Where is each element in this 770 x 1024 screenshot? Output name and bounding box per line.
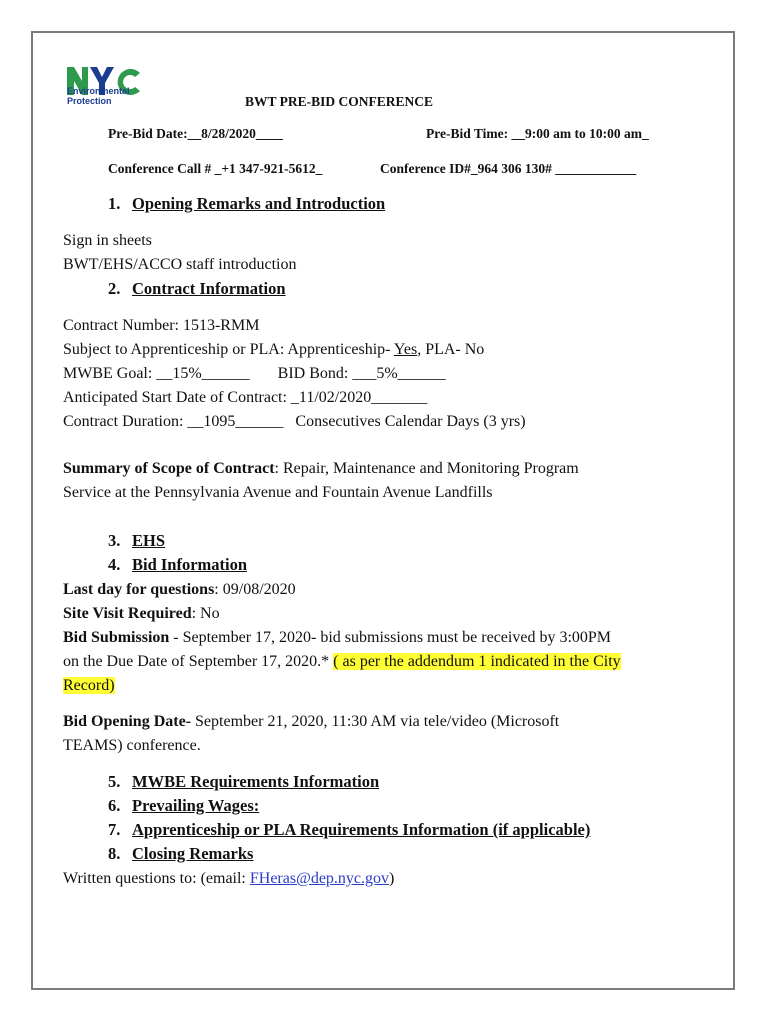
- section-1-heading: [108, 194, 385, 214]
- scope-text-1: : Repair, Maintenance and Monitoring Program: [274, 460, 579, 477]
- section-7-number: 7.: [108, 820, 121, 839]
- logo-subtitle: [67, 86, 130, 106]
- section-2-number: 2.: [108, 279, 121, 298]
- written-questions: [63, 867, 394, 891]
- section-2-heading: [108, 279, 286, 299]
- section-4-title: Bid Information: [132, 555, 248, 574]
- submission-line-1: [63, 626, 621, 650]
- section-6-heading: [108, 796, 259, 816]
- site-visit-value: : No: [191, 605, 220, 622]
- scope-line-2: Service at the Pennsylvania Avenue and Fountain Avenue Landfills: [63, 484, 493, 501]
- section-6-number: 6.: [108, 796, 121, 815]
- last-day-label: Last day for questions: [63, 581, 215, 598]
- goal-bond-line: [63, 362, 526, 386]
- scope-label: Summary of Scope of Contract: [63, 460, 275, 477]
- submission-text-1: - September 17, 2020- bid submissions must be received by 3:00PM: [169, 629, 612, 646]
- section-5-heading: [108, 772, 379, 792]
- section-3-number: 3.: [108, 531, 121, 550]
- contract-number: Contract Number: 1513-RMM: [63, 317, 260, 334]
- apprenticeship-line: [63, 338, 526, 362]
- scope-summary: [63, 457, 579, 505]
- section-1-number: 1.: [108, 194, 121, 213]
- prebid-time: Pre-Bid Time: __9:00 am to 10:00 am_: [426, 126, 649, 141]
- contract-duration: Contract Duration: __1095______: [63, 413, 284, 430]
- apprenticeship-prefix: Subject to Apprenticeship or PLA: Apprenticeship-: [63, 341, 394, 358]
- submission-line-2: [63, 650, 621, 674]
- section-1-line: BWT/EHS/ACCO staff introduction: [63, 256, 297, 273]
- mwbe-goal: MWBE Goal: __15%______: [63, 365, 250, 382]
- section-4-heading: [108, 555, 247, 575]
- section-2-title: Contract Information: [132, 279, 286, 298]
- logo-line-1: Environmental: [67, 86, 130, 96]
- opening-line-1: [63, 710, 559, 734]
- written-suffix: ): [389, 870, 395, 887]
- section-3-title: EHS: [132, 531, 166, 550]
- section-5-title: MWBE Requirements Information: [132, 772, 380, 791]
- document-title: BWT PRE-BID CONFERENCE: [245, 94, 434, 109]
- bid-info-body: [63, 578, 621, 698]
- opening-text-1: September 21, 2020, 11:30 AM via tele/video (Microsoft: [191, 713, 560, 730]
- section-3-heading: [108, 531, 165, 551]
- bid-bond: BID Bond: ___5%______: [277, 365, 446, 382]
- site-visit-label: Site Visit Required: [63, 605, 192, 622]
- logo-line-2: Protection: [67, 96, 112, 106]
- section-5-number: 5.: [108, 772, 121, 791]
- section-8-heading: [108, 844, 253, 864]
- section-7-title: Apprenticeship or PLA Requirements Information (if applicable): [132, 820, 591, 839]
- prebid-date: Pre-Bid Date:__8/28/2020____: [108, 126, 283, 141]
- submission-line-3: [63, 674, 621, 698]
- start-date: Anticipated Start Date of Contract: _11/02/2020_______: [63, 389, 428, 406]
- opening-line-2: TEAMS) conference.: [63, 737, 201, 754]
- section-1-body: [63, 229, 296, 277]
- site-visit-line: [63, 602, 621, 626]
- last-day-line: [63, 578, 621, 602]
- section-4-number: 4.: [108, 555, 121, 574]
- opening-label: Bid Opening Date-: [63, 713, 192, 730]
- section-8-title: Closing Remarks: [132, 844, 254, 863]
- section-1-line: Sign in sheets: [63, 232, 152, 249]
- conference-call: Conference Call # _+1 347-921-5612_: [108, 161, 323, 176]
- conference-id: Conference ID#_964 306 130# ____________: [380, 161, 637, 176]
- email-link[interactable]: FHeras@dep.nyc.gov: [249, 870, 390, 887]
- contract-info-body: [63, 314, 526, 434]
- section-7-heading: [108, 820, 590, 840]
- section-6-title: Prevailing Wages:: [132, 796, 260, 815]
- last-day-value: : 09/08/2020: [214, 581, 296, 598]
- apprenticeship-yes: Yes: [393, 341, 418, 358]
- section-8-number: 8.: [108, 844, 121, 863]
- submission-label: Bid Submission: [63, 629, 170, 646]
- apprenticeship-suffix: , PLA- No: [417, 341, 485, 358]
- scope-line-1: [63, 457, 579, 481]
- bid-opening: [63, 710, 559, 758]
- submission-text-2: on the Due Date of September 17, 2020.*: [63, 653, 334, 670]
- duration-line: [63, 410, 526, 434]
- duration-suffix: Consecutives Calendar Days (3 yrs): [295, 413, 526, 430]
- addendum-highlight: ( as per the addendum 1 indicated in the City: [333, 653, 621, 670]
- section-1-title: Opening Remarks and Introduction: [132, 194, 386, 213]
- addendum-highlight-end: Record): [63, 677, 115, 694]
- written-prefix: Written questions to: (email:: [63, 870, 250, 887]
